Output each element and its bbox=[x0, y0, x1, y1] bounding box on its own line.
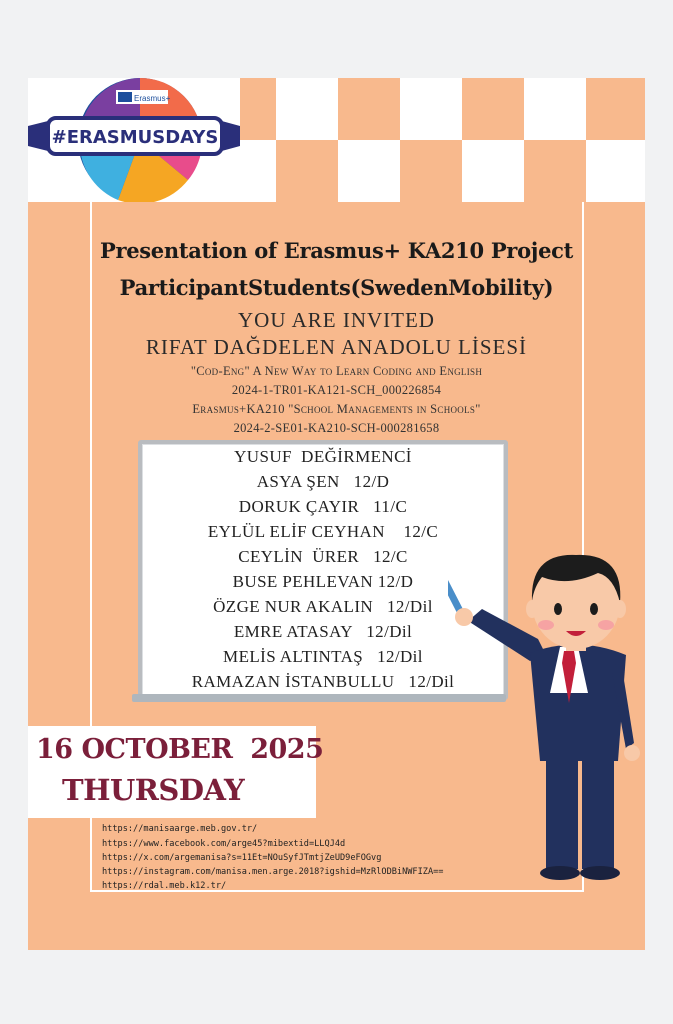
event-date: 16 OCTOBER 2025 bbox=[36, 734, 324, 765]
event-day: THURSDAY bbox=[62, 773, 245, 807]
svg-text:Erasmus+: Erasmus+ bbox=[134, 94, 171, 103]
link-text: https://x.com/argemanisa?s=11Et=NOuSyfJTmtjZeUD9eFOGvg bbox=[102, 853, 382, 863]
teacher-illustration bbox=[448, 543, 645, 903]
link-text: https://manisaarge.meb.gov.tr/ bbox=[102, 824, 258, 834]
student-item: YUSUF DEĞİRMENCİ bbox=[234, 447, 412, 466]
erasmusdays-logo bbox=[28, 78, 240, 202]
project-line: Erasmus+KA210 "School Managements in Schools" bbox=[192, 402, 481, 416]
link-text: https://instagram.com/manisa.men.arge.2018?igshid=MzRlODBiNWFIZA== bbox=[102, 867, 444, 877]
invite-text: YOU ARE INVITED bbox=[238, 308, 435, 332]
event-poster bbox=[28, 78, 645, 950]
student-item: EYLÜL ELİF CEYHAN 12/C bbox=[207, 522, 439, 541]
student-item: ASYA ŞEN 12/D bbox=[256, 472, 390, 491]
student-item: DORUK ÇAYIR 11/C bbox=[238, 497, 408, 516]
student-item: EMRE ATASAY 12/Dil bbox=[233, 622, 413, 641]
student-item: BUSE PEHLEVAN 12/D bbox=[232, 572, 414, 591]
student-item: MELİS ALTINTAŞ 12/Dil bbox=[223, 647, 423, 666]
project-line: 2024-2-SE01-KA210-SCH-000281658 bbox=[233, 421, 440, 435]
poster-title-line1: Presentation of Erasmus+ KA210 Project bbox=[99, 238, 574, 263]
school-name: RIFAT DAĞDELEN ANADOLU LİSESİ bbox=[145, 335, 528, 359]
student-item: CEYLİN ÜRER 12/C bbox=[238, 547, 408, 566]
poster-title-line2: ParticipantStudents(SwedenMobility) bbox=[119, 275, 554, 300]
student-item: RAMAZAN İSTANBULLU 12/Dil bbox=[191, 672, 455, 691]
hashtag-text: #ERASMUSDAYS bbox=[51, 127, 219, 148]
link-text: https://www.facebook.com/arge45?mibextid=LLQJ4d bbox=[102, 839, 346, 849]
project-line: 2024-1-TR01-KA121-SCH_000226854 bbox=[231, 383, 442, 397]
student-item: ÖZGE NUR AKALIN 12/Dil bbox=[213, 597, 433, 616]
project-line: "Cod-Eng" A New Way to Learn Coding and English bbox=[190, 364, 483, 378]
link-text: https://rdal.meb.k12.tr/ bbox=[102, 881, 227, 891]
